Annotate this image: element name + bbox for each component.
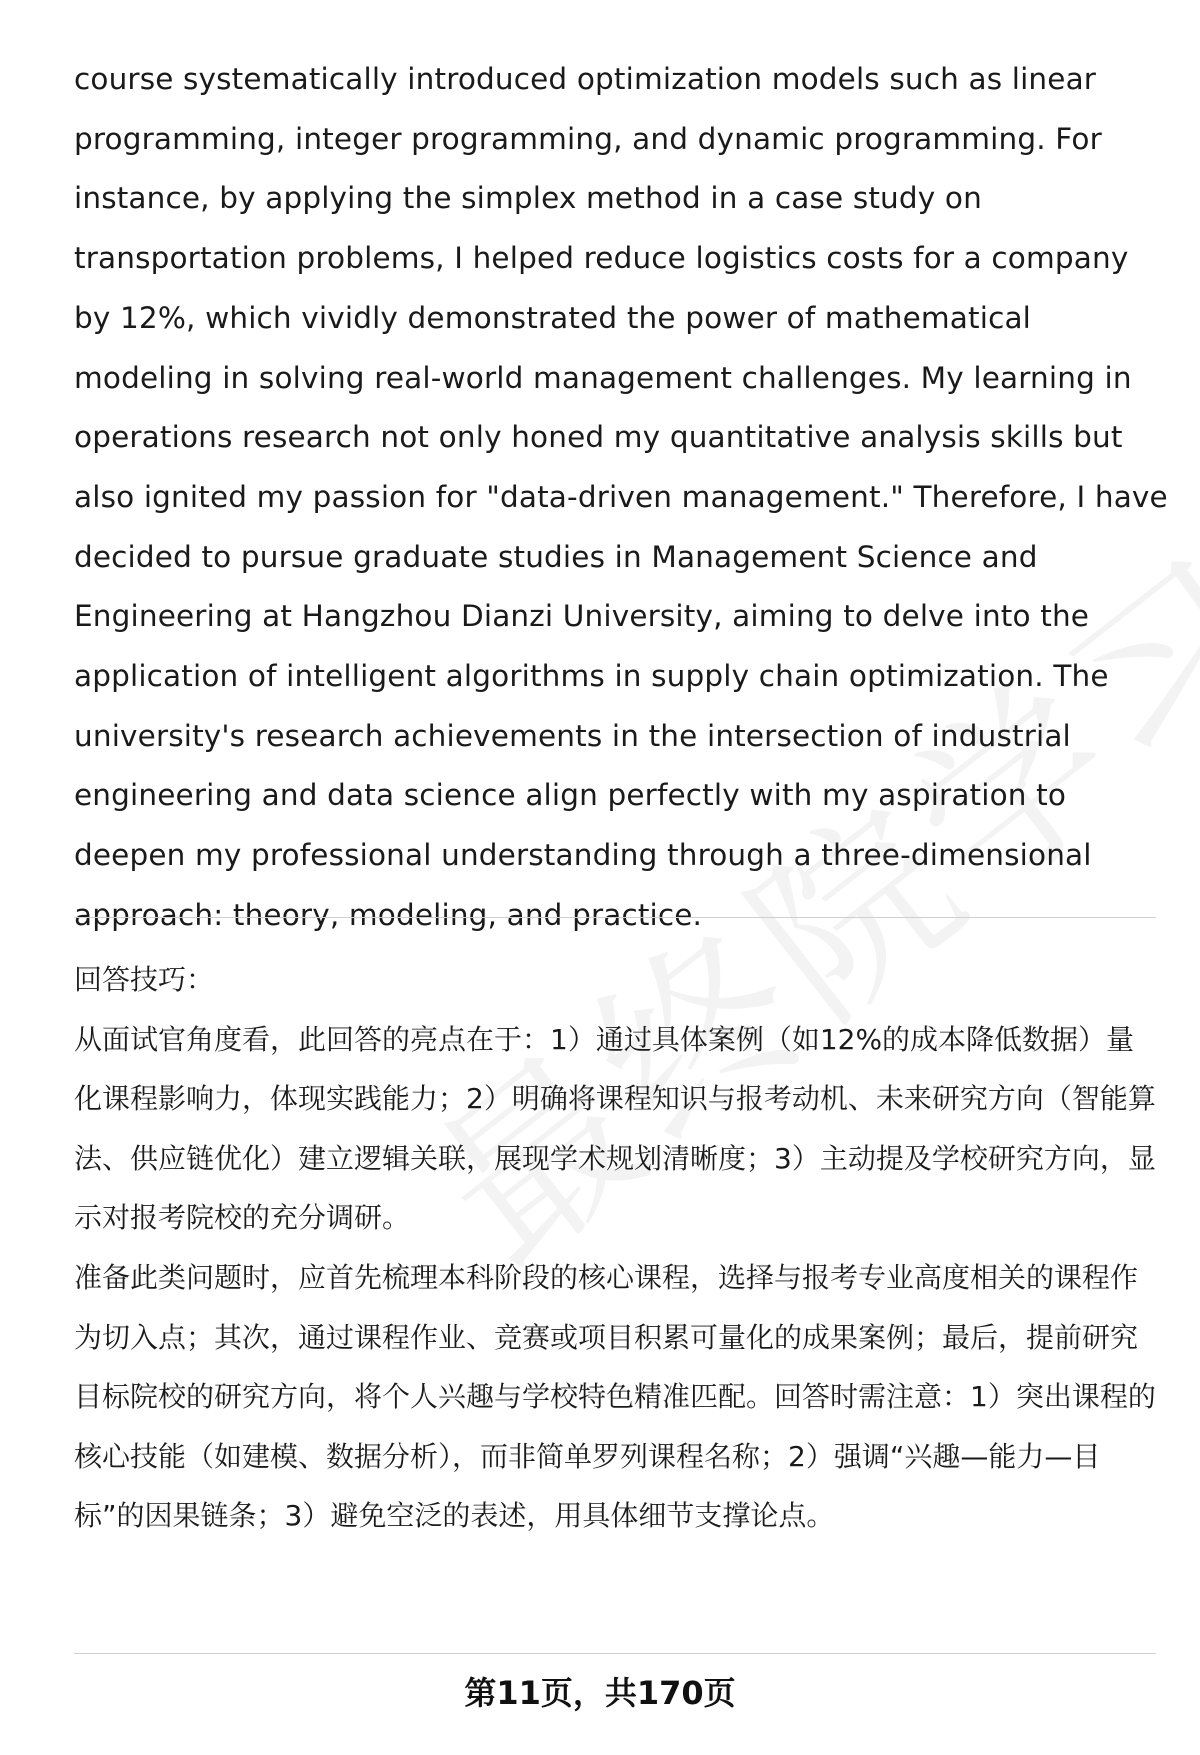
footer-divider: [74, 1653, 1156, 1654]
answer-tips-section: [74, 950, 1159, 1546]
page-number: 第11页，共170页: [464, 1674, 736, 1712]
section-divider: [74, 917, 1156, 918]
answer-paragraph: course systematically introduced optimization models such as linear programming, integer programming, and dynamic programming. For instance, by applying the simplex method in a case study on transportation problems, I helped reduce logistics costs for a company by 12%, which vividly demonstrated the power of mathematical modeling in solving real-world management challenges. My learning in operations research not only honed my quantitative analysis skills but also ignited my passion for "data-driven management." Therefore, I have decided to pursue graduate studies in Management Science and Engineering at Hangzhou Dianzi University, aiming to delve into the application of intelligent algorithms in supply chain optimization. The university's research achievements in the intersection of industrial engineering and data science align perfectly with my aspiration to deepen my professional understanding through a three-dimensional approach: theory, modeling, and practice.: [74, 62, 1168, 932]
tips-paragraph-1: 从面试官角度看，此回答的亮点在于：1）通过具体案例（如12%的成本降低数据）量化课程影响力，体现实践能力；2）明确将课程知识与报考动机、未来研究方向（智能算法、供应链优化）建立逻辑关联，展现学术规划清晰度；3）主动提及学校研究方向，显示对报考院校的充分调研。: [74, 1022, 1156, 1235]
tips-paragraph-2: 准备此类问题时，应首先梳理本科阶段的核心课程，选择与报考专业高度相关的课程作为切入点；其次，通过课程作业、竞赛或项目积累可量化的成果案例；最后，提前研究目标院校的研究方向，将个人兴趣与学校特色精准匹配。回答时需注意：1）突出课程的核心技能（如建模、数据分析），而非简单罗列课程名称；2）强调“兴趣—能力—目标”的因果链条；3）避免空泛的表述，用具体细节支撑论点。: [74, 1260, 1156, 1533]
tips-heading: 回答技巧：: [74, 963, 215, 996]
